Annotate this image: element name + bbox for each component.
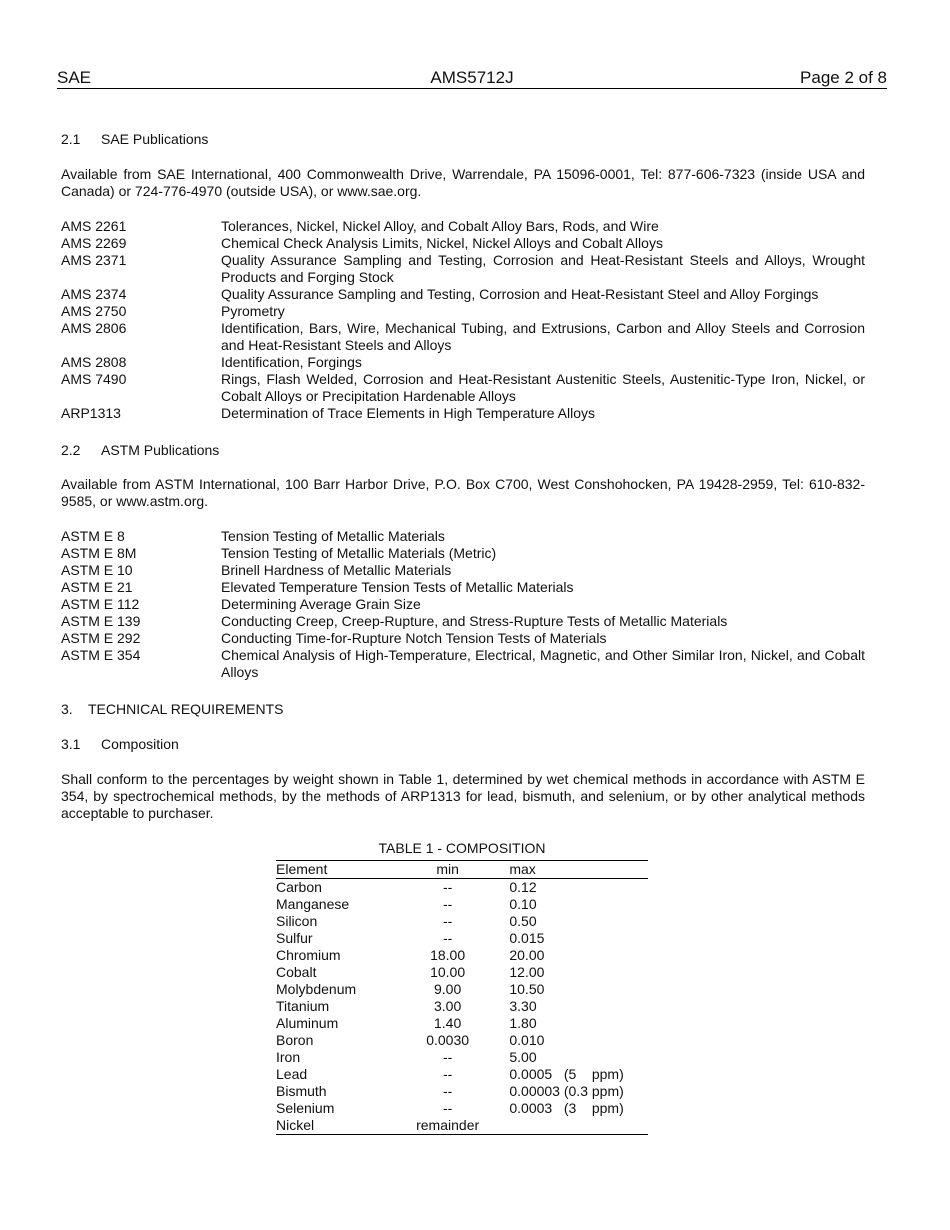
reference-title: Chemical Analysis of High-Temperature, Electrical, Magnetic, and Other Similar Iron, Nickel, and Cobalt Alloys	[221, 647, 865, 680]
section-3-1-heading: 3.1 Composition	[61, 736, 179, 752]
cell-max: 12.00	[509, 964, 545, 980]
table-row	[276, 998, 648, 1015]
reference-title: Tolerances, Nickel, Nickel Alloy, and Cobalt Alloy Bars, Rods, and Wire	[221, 218, 659, 234]
section-2-2-heading: 2.2 ASTM Publications	[61, 442, 220, 458]
reference-item	[61, 562, 865, 579]
reference-title: Chemical Check Analysis Limits, Nickel, Nickel Alloys and Cobalt Alloys	[221, 235, 663, 251]
reference-item	[61, 613, 865, 630]
table-row	[276, 1117, 648, 1135]
cell-min: 18.00	[430, 947, 466, 963]
cell-min: remainder	[416, 1117, 480, 1133]
reference-code: ASTM E 8	[61, 528, 125, 544]
table-row	[276, 964, 648, 981]
cell-min: --	[442, 1049, 453, 1065]
cell-max: 0.50	[509, 913, 537, 929]
reference-code: AMS 2806	[61, 320, 127, 336]
reference-item	[61, 320, 865, 354]
table-row	[276, 896, 648, 913]
reference-title: Quality Assurance Sampling and Testing, Corrosion and Heat-Resistant Steel and Alloy Forgings	[221, 286, 819, 302]
reference-title: Conducting Creep, Creep-Rupture, and Stress-Rupture Tests of Metallic Materials	[221, 613, 728, 629]
reference-item	[61, 252, 865, 286]
cell-element: Titanium	[276, 998, 330, 1014]
cell-element: Iron	[276, 1049, 301, 1065]
cell-min: --	[442, 1100, 453, 1116]
reference-code: AMS 2808	[61, 354, 127, 370]
reference-item	[61, 371, 865, 405]
section-2-1-paragraph: Available from SAE International, 400 Commonwealth Drive, Warrendale, PA 15096-0001, Tel: 877-606-7323 (inside USA and Canada) or 724-776-4970 (outside USA), or www.sae.org.	[61, 166, 865, 199]
cell-element: Lead	[276, 1066, 308, 1082]
table-row	[276, 930, 648, 947]
reference-title: Pyrometry	[221, 303, 285, 319]
reference-item	[61, 528, 865, 545]
cell-element: Aluminum	[276, 1015, 339, 1031]
reference-code: ASTM E 139	[61, 613, 141, 629]
cell-max	[495, 1117, 648, 1135]
composition-table	[276, 860, 648, 1135]
reference-item	[61, 405, 865, 422]
cell-element: Molybdenum	[276, 981, 357, 997]
table-row	[276, 879, 648, 897]
reference-title: Conducting Time-for-Rupture Notch Tension Tests of Materials	[221, 630, 607, 646]
section-3-heading: 3. TECHNICAL REQUIREMENTS	[61, 701, 284, 717]
table-row	[276, 1032, 648, 1049]
header-page-number: Page 2 of 8	[800, 68, 887, 87]
table-row	[276, 1049, 648, 1066]
cell-max: 0.00003 (0.3 ppm)	[509, 1083, 624, 1099]
reference-title: Elevated Temperature Tension Tests of Metallic Materials	[221, 579, 574, 595]
reference-code: AMS 7490	[61, 371, 127, 387]
reference-title: Brinell Hardness of Metallic Materials	[221, 562, 452, 578]
reference-title: Tension Testing of Metallic Materials (Metric)	[221, 545, 497, 561]
reference-title: Rings, Flash Welded, Corrosion and Heat-Resistant Austenitic Steels, Austenitic-Type Iron, Nickel, or Cobalt Alloys or Precipitation Hardenable Alloys	[221, 371, 865, 404]
reference-title: Determining Average Grain Size	[221, 596, 421, 612]
cell-min: 0.0030	[426, 1032, 470, 1048]
cell-min: --	[442, 896, 453, 912]
reference-code: ARP1313	[61, 405, 121, 421]
cell-min: --	[442, 930, 453, 946]
reference-code: ASTM E 10	[61, 562, 133, 578]
cell-max: 0.010	[509, 1032, 545, 1048]
page-header	[57, 68, 887, 89]
table-row	[276, 1100, 648, 1117]
table-row	[276, 981, 648, 998]
reference-item	[61, 596, 865, 613]
cell-element: Carbon	[276, 879, 322, 895]
reference-code: ASTM E 292	[61, 630, 141, 646]
reference-item	[61, 235, 865, 252]
cell-min: --	[442, 879, 453, 895]
cell-max: 0.0003 (3 ppm)	[509, 1100, 624, 1116]
cell-max: 5.00	[509, 1049, 537, 1065]
cell-min: --	[442, 913, 453, 929]
reference-item	[61, 303, 865, 320]
cell-min: 10.00	[430, 964, 466, 980]
reference-item	[61, 647, 865, 681]
reference-code: ASTM E 21	[61, 579, 133, 595]
reference-item	[61, 579, 865, 596]
reference-title: Identification, Bars, Wire, Mechanical Tubing, and Extrusions, Carbon and Alloy Steels and Corrosion and Heat-Resistant Steels and Alloys	[221, 320, 865, 353]
cell-element: Boron	[276, 1032, 314, 1048]
reference-code: AMS 2750	[61, 303, 127, 319]
header-org: SAE	[57, 68, 92, 87]
table-row	[276, 1066, 648, 1083]
cell-element: Manganese	[276, 896, 350, 912]
reference-code: AMS 2374	[61, 286, 127, 302]
cell-min: 3.00	[434, 998, 462, 1014]
cell-min: --	[442, 1066, 453, 1082]
table-row	[276, 913, 648, 930]
cell-max: 0.015	[509, 930, 545, 946]
header-doc-id: AMS5712J	[430, 68, 514, 87]
reference-title: Determination of Trace Elements in High Temperature Alloys	[221, 405, 596, 421]
cell-element: Silicon	[276, 913, 318, 929]
reference-title: Identification, Forgings	[221, 354, 362, 370]
header-min: min	[436, 861, 459, 877]
cell-element: Chromium	[276, 947, 341, 963]
section-3-1-paragraph: Shall conform to the percentages by weight shown in Table 1, determined by wet chemical methods in accordance with ASTM E 354, by spectrochemical methods, by the methods of ARP1313 for lead, bismuth, and selenium, or by other analytical methods acceptable to purchaser.	[61, 771, 865, 821]
cell-max: 0.12	[509, 879, 537, 895]
cell-element: Sulfur	[276, 930, 313, 946]
reference-code: ASTM E 354	[61, 647, 141, 663]
astm-reference-list	[61, 528, 865, 681]
table-row	[276, 1083, 648, 1100]
reference-item	[61, 354, 865, 371]
table-row	[276, 947, 648, 964]
reference-item	[61, 630, 865, 647]
header-element: Element	[276, 861, 328, 877]
reference-item	[61, 218, 865, 235]
cell-element: Cobalt	[276, 964, 317, 980]
reference-title: Tension Testing of Metallic Materials	[221, 528, 445, 544]
section-2-1-heading: 2.1 SAE Publications	[61, 131, 209, 147]
cell-element: Selenium	[276, 1100, 335, 1116]
cell-min: 9.00	[434, 981, 462, 997]
reference-item	[61, 545, 865, 562]
cell-max: 3.30	[509, 998, 537, 1014]
reference-item	[61, 286, 865, 303]
table-row	[276, 1015, 648, 1032]
table-1-caption: TABLE 1 - COMPOSITION	[378, 840, 546, 856]
reference-code: AMS 2371	[61, 252, 127, 268]
cell-max: 20.00	[509, 947, 545, 963]
sae-reference-list	[61, 218, 865, 422]
cell-max: 10.50	[509, 981, 545, 997]
cell-min: 1.40	[434, 1015, 462, 1031]
reference-code: ASTM E 112	[61, 596, 140, 612]
reference-code: AMS 2269	[61, 235, 127, 251]
cell-max: 1.80	[509, 1015, 537, 1031]
header-max: max	[509, 861, 536, 877]
cell-element: Bismuth	[276, 1083, 327, 1099]
reference-code: ASTM E 8M	[61, 545, 137, 561]
cell-min: --	[442, 1083, 453, 1099]
reference-title: Quality Assurance Sampling and Testing, Corrosion and Heat-Resistant Steels and Alloys, Wrought Products and Forging Stock	[221, 252, 865, 285]
cell-element: Nickel	[276, 1117, 315, 1133]
table-header-row	[276, 861, 648, 879]
section-2-2-paragraph: Available from ASTM International, 100 Barr Harbor Drive, P.O. Box C700, West Conshohocken, PA 19428-2959, Tel: 610-832-9585, or www.astm.org.	[61, 476, 865, 509]
cell-max: 0.10	[509, 896, 537, 912]
reference-code: AMS 2261	[61, 218, 127, 234]
cell-max: 0.0005 (5 ppm)	[509, 1066, 624, 1082]
